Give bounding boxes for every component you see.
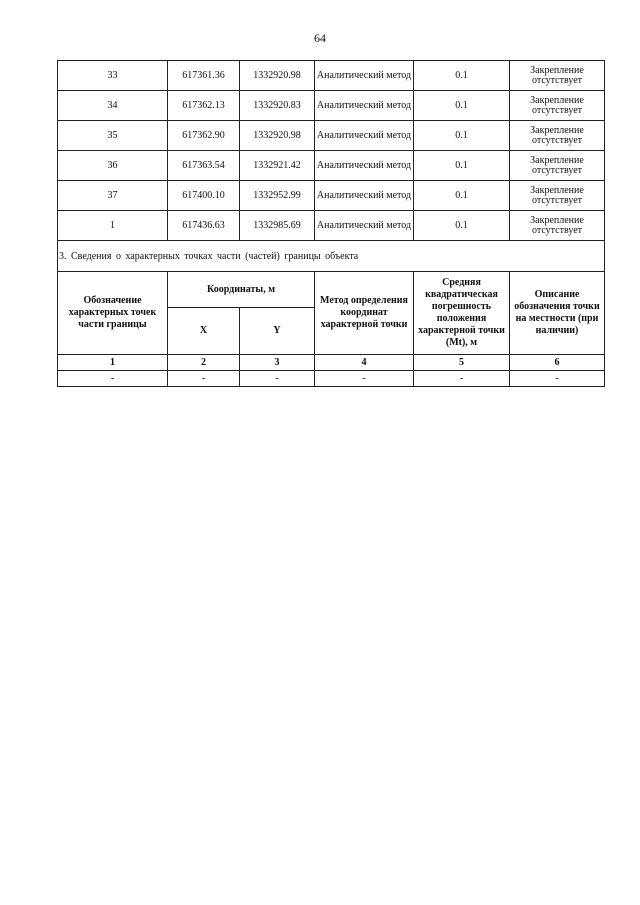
method-cell: Аналитический метод xyxy=(315,61,414,91)
column-number: 5 xyxy=(414,355,510,371)
table-row xyxy=(58,91,605,121)
coord-x: 617436.63 xyxy=(168,211,240,241)
coord-y: 1332920.98 xyxy=(240,121,315,151)
empty-cell: - xyxy=(414,371,510,387)
header-x: X xyxy=(168,308,240,355)
column-number: 2 xyxy=(168,355,240,371)
method-cell: Аналитический метод xyxy=(315,151,414,181)
table-row xyxy=(58,151,605,181)
column-number: 4 xyxy=(315,355,414,371)
header-y: Y xyxy=(240,308,315,355)
header-method: Метод определения координат характерной точки xyxy=(315,272,414,355)
error-cell: 0.1 xyxy=(414,91,510,121)
coord-x: 617400.10 xyxy=(168,181,240,211)
description-cell: Закрепление отсутствует xyxy=(510,91,605,121)
description-cell: Закрепление отсутствует xyxy=(510,151,605,181)
coord-x: 617363.54 xyxy=(168,151,240,181)
error-cell: 0.1 xyxy=(414,211,510,241)
coord-y: 1332985.69 xyxy=(240,211,315,241)
empty-cell: - xyxy=(240,371,315,387)
column-number: 1 xyxy=(58,355,168,371)
point-rows xyxy=(58,61,605,241)
method-cell: Аналитический метод xyxy=(315,121,414,151)
table-row xyxy=(58,211,605,241)
header-description: Описание обозначения точки на местности (при наличии) xyxy=(510,272,605,355)
point-id: 37 xyxy=(58,181,168,211)
error-cell: 0.1 xyxy=(414,151,510,181)
table-row xyxy=(58,121,605,151)
coord-y: 1332920.83 xyxy=(240,91,315,121)
coord-y: 1332952.99 xyxy=(240,181,315,211)
description-cell: Закрепление отсутствует xyxy=(510,61,605,91)
column-number: 6 xyxy=(510,355,605,371)
method-cell: Аналитический метод xyxy=(315,181,414,211)
column-number-row xyxy=(58,355,605,371)
coord-x: 617362.90 xyxy=(168,121,240,151)
coord-y: 1332920.98 xyxy=(240,61,315,91)
coord-y: 1332921.42 xyxy=(240,151,315,181)
coord-x: 617362.13 xyxy=(168,91,240,121)
point-id: 36 xyxy=(58,151,168,181)
point-id: 35 xyxy=(58,121,168,151)
coord-x: 617361.36 xyxy=(168,61,240,91)
boundary-points-table xyxy=(57,60,605,387)
empty-cell: - xyxy=(315,371,414,387)
table-row xyxy=(58,61,605,91)
description-cell: Закрепление отсутствует xyxy=(510,211,605,241)
point-id: 1 xyxy=(58,211,168,241)
point-id: 33 xyxy=(58,61,168,91)
point-id: 34 xyxy=(58,91,168,121)
empty-cell: - xyxy=(510,371,605,387)
method-cell: Аналитический метод xyxy=(315,91,414,121)
header-designation: Обозначение характерных точек части границы xyxy=(58,272,168,355)
page-number: 64 xyxy=(314,31,326,45)
column-number: 3 xyxy=(240,355,315,371)
header-coordinates: Координаты, м xyxy=(168,272,315,308)
header-error: Средняя квадратическая погрешность положения характерной точки (Mt), м xyxy=(414,272,510,355)
error-cell: 0.1 xyxy=(414,61,510,91)
section-3-title: 3. Сведения о характерных точках части (частей) границы объекта xyxy=(58,241,605,272)
description-cell: Закрепление отсутствует xyxy=(510,181,605,211)
description-cell: Закрепление отсутствует xyxy=(510,121,605,151)
method-cell: Аналитический метод xyxy=(315,211,414,241)
table-row xyxy=(58,181,605,211)
empty-cell: - xyxy=(168,371,240,387)
error-cell: 0.1 xyxy=(414,121,510,151)
empty-data-row xyxy=(58,371,605,387)
empty-cell: - xyxy=(58,371,168,387)
error-cell: 0.1 xyxy=(414,181,510,211)
